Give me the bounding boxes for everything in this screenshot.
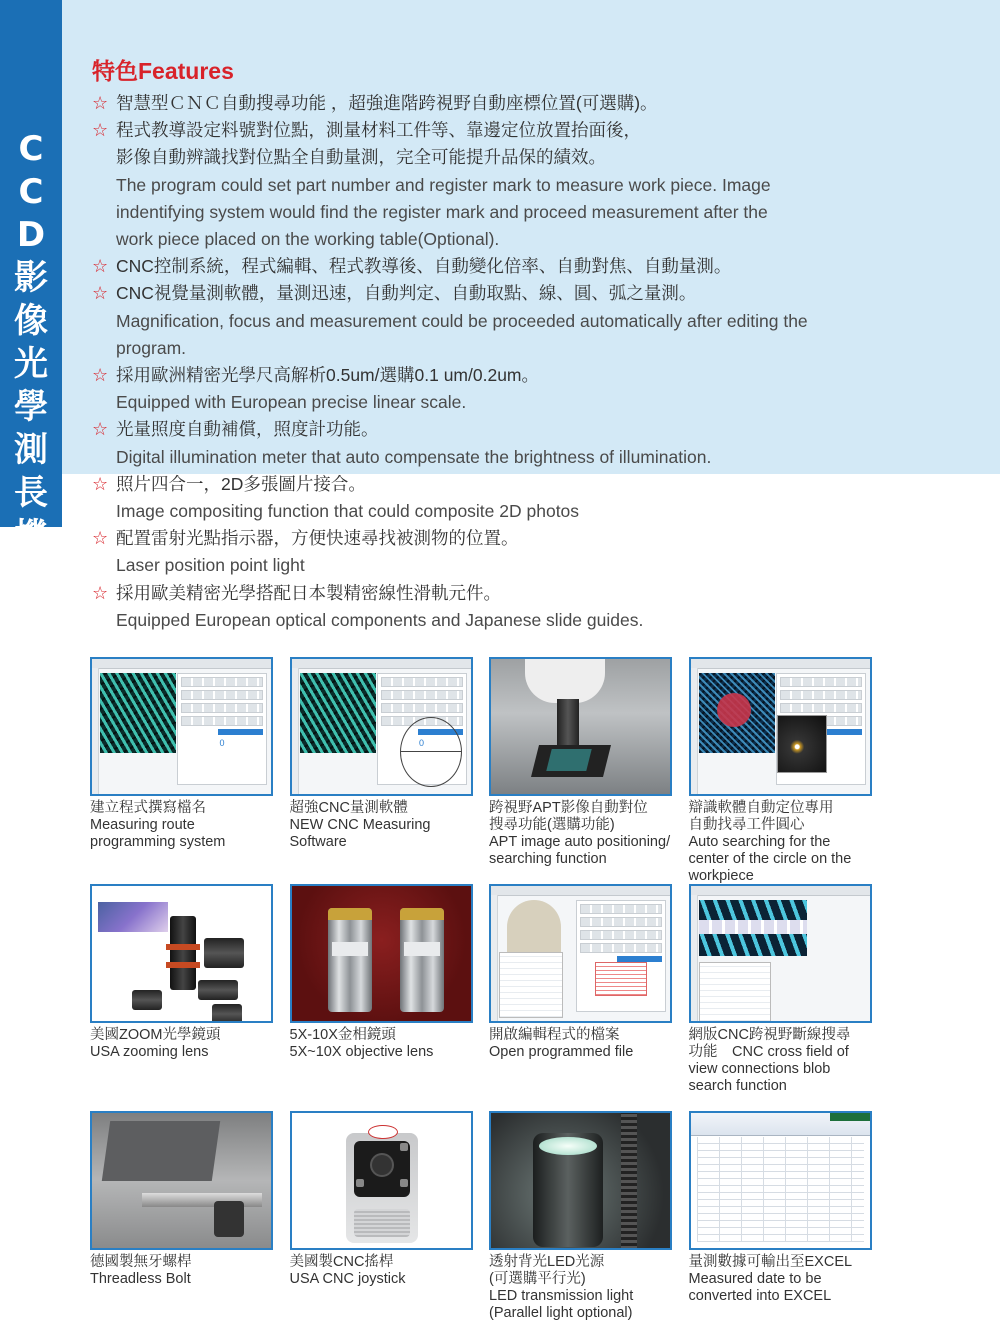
caption-line: 開啟編輯程式的檔案 <box>489 1027 620 1043</box>
caption-line: converted into EXCEL <box>688 1288 832 1304</box>
feature-line: 光量照度自動補償，照度計功能。 <box>116 419 379 440</box>
star-outline-icon: ☆ <box>92 473 109 494</box>
feature-item <box>92 471 972 525</box>
feature-line: 配置雷射光點指示器，方便快速尋找被測物的位置。 <box>116 528 519 549</box>
gallery-caption <box>90 800 273 851</box>
caption-line: workpiece <box>688 868 754 884</box>
led-light-photo <box>489 1111 672 1250</box>
caption-line: 功能 CNC cross field of <box>688 1044 849 1060</box>
caption-line: 超強CNC量測軟體 <box>289 800 408 816</box>
gallery-caption <box>290 800 473 851</box>
feature-item <box>92 580 972 634</box>
objective-lens-photo <box>290 884 473 1023</box>
gallery-item <box>90 1111 273 1288</box>
caption-line: (可選購平行光) <box>489 1271 586 1287</box>
zoom-lens-photo <box>90 884 273 1023</box>
star-outline-icon: ☆ <box>92 283 109 304</box>
feature-line: CNC控制系統，程式編輯、程式教導後、自動變化倍率、自動對焦、自動量測。 <box>116 256 732 277</box>
feature-line: 照片四合一，2D多張圖片接合。 <box>116 473 366 494</box>
excel-screenshot <box>689 1111 872 1250</box>
side-title-char: 機 <box>14 516 48 556</box>
feature-line: Laser position point light <box>116 555 305 576</box>
gallery-item <box>90 884 273 1061</box>
gallery-item <box>290 1111 473 1288</box>
caption-line: Measuring route <box>90 817 195 833</box>
gallery-caption <box>689 800 872 885</box>
side-title-char: D <box>16 215 46 255</box>
feature-line: program. <box>116 337 187 358</box>
feature-line: work piece placed on the working table(Optional). <box>116 229 500 250</box>
software-screenshot-ellipse: 0 <box>290 657 473 796</box>
gallery-caption <box>689 1254 872 1305</box>
caption-line: LED transmission light <box>489 1288 634 1304</box>
caption-line: (Parallel light optional) <box>489 1305 633 1321</box>
feature-line: 程式教導設定料號對位點，測量材料工件等、靠邊定位放置抬面後， <box>116 120 641 141</box>
software-screenshot-file <box>489 884 672 1023</box>
caption-line: 量測數據可輸出至EXCEL <box>688 1254 853 1270</box>
caption-line: 5X~10X objective lens <box>289 1044 434 1060</box>
gallery-caption <box>290 1027 473 1061</box>
side-title-char: 學 <box>14 387 48 427</box>
caption-line: 美國ZOOM光學鏡頭 <box>90 1027 221 1043</box>
caption-line: USA CNC joystick <box>289 1271 406 1287</box>
features-list <box>92 90 972 634</box>
features-section <box>92 56 972 634</box>
gallery-caption <box>489 1254 672 1322</box>
caption-line: Auto searching for the <box>688 834 831 850</box>
side-title-bar <box>0 0 62 556</box>
feature-item <box>92 416 972 470</box>
side-title-char: C <box>18 129 44 169</box>
caption-line: NEW CNC Measuring <box>289 817 431 833</box>
caption-line: 德國製無牙螺桿 <box>90 1254 192 1270</box>
caption-line: APT image auto positioning/ <box>489 834 671 850</box>
gallery-caption <box>689 1027 872 1095</box>
star-outline-icon: ☆ <box>92 120 109 141</box>
caption-line: 建立程式撰寫檔名 <box>90 800 206 816</box>
star-outline-icon: ☆ <box>92 256 109 277</box>
machine-photo <box>489 657 672 796</box>
gallery-item <box>290 657 473 851</box>
feature-line: indentifying system would find the register mark and proceed measurement after the <box>116 201 768 222</box>
side-title-char: 測 <box>14 430 48 470</box>
feature-item <box>92 280 972 362</box>
feature-line: Digital illumination meter that auto compensate the brightness of illumination. <box>116 446 712 467</box>
software-screenshot-circle <box>689 657 872 796</box>
feature-line: CNC視覺量測軟體，量測迅速，自動判定、自動取點、線、圓、弧之量測。 <box>116 283 697 304</box>
star-outline-icon: ☆ <box>92 365 109 386</box>
feature-line: 智慧型ＣＮＣ自動搜尋功能 ，超強進階跨視野自動座標位置(可選購)。 <box>116 93 658 113</box>
feature-item <box>92 117 972 253</box>
caption-line: searching function <box>489 851 607 867</box>
side-title-char: 像 <box>14 301 48 341</box>
caption-line: 跨視野APT影像自動對位 <box>489 800 648 816</box>
side-title-char: 光 <box>14 344 48 384</box>
caption-line: Measured date to be <box>688 1271 822 1287</box>
feature-item <box>92 362 972 416</box>
star-outline-icon: ☆ <box>92 582 109 603</box>
software-screenshot-blob <box>689 884 872 1023</box>
gallery-caption <box>489 800 672 868</box>
gallery-item <box>290 884 473 1061</box>
caption-line: 網版CNC跨視野斷線搜尋 <box>688 1027 851 1043</box>
gallery-caption <box>90 1027 273 1061</box>
caption-line: 透射背光LED光源 <box>489 1254 605 1270</box>
gallery-caption <box>90 1254 273 1288</box>
feature-item <box>92 253 972 280</box>
gallery-caption <box>290 1254 473 1288</box>
feature-line: Image compositing function that could composite 2D photos <box>116 501 580 522</box>
star-outline-icon: ☆ <box>92 419 109 440</box>
gallery-item <box>489 1111 672 1322</box>
side-title-char: C <box>18 172 44 212</box>
caption-line: 辯識軟體自動定位專用 <box>688 800 834 816</box>
feature-line: 採用歐美精密光學搭配日本製精密線性滑軌元件。 <box>116 582 501 603</box>
side-title-char: 影 <box>14 258 48 298</box>
feature-item <box>92 90 972 117</box>
caption-line: 美國製CNC搖桿 <box>289 1254 394 1270</box>
feature-item <box>92 525 972 579</box>
caption-line: 搜尋功能(選購功能) <box>489 817 615 833</box>
caption-line: Software <box>289 834 347 850</box>
caption-line: 5X-10X金相鏡頭 <box>289 1027 396 1043</box>
feature-line: 採用歐洲精密光學尺高解析0.5um/選購0.1 um/0.2um。 <box>116 365 539 386</box>
caption-line: USA zooming lens <box>90 1044 209 1060</box>
star-outline-icon: ☆ <box>92 93 109 113</box>
gallery-item <box>689 657 872 885</box>
caption-line: Threadless Bolt <box>90 1271 191 1287</box>
caption-line: center of the circle on the <box>688 851 852 867</box>
feature-line: Magnification, focus and measurement could be proceeded automatically after editing the <box>116 310 808 331</box>
caption-line: 自動找尋工件圓心 <box>688 817 805 833</box>
gallery-item <box>689 884 872 1095</box>
feature-line: The program could set part number and register mark to measure work piece. Image <box>116 174 771 195</box>
gallery-caption <box>489 1027 672 1061</box>
side-title-char: 長 <box>14 473 48 513</box>
caption-line: programming system <box>90 834 226 850</box>
caption-line: Open programmed file <box>489 1044 634 1060</box>
star-outline-icon: ☆ <box>92 528 109 549</box>
threadless-bolt-photo <box>90 1111 273 1250</box>
caption-line: search function <box>688 1078 787 1094</box>
gallery-item <box>90 657 273 851</box>
gallery-item <box>489 657 672 868</box>
gallery-item <box>489 884 672 1061</box>
caption-line: view connections blob <box>688 1061 831 1077</box>
feature-line: Equipped European optical components and Japanese slide guides. <box>116 609 644 630</box>
features-heading: 特色Features <box>92 58 234 84</box>
feature-line: 影像自動辨識找對位點全自動量測，完全可能提升品保的績效。 <box>116 147 606 168</box>
gallery-item <box>689 1111 872 1305</box>
joystick-photo <box>290 1111 473 1250</box>
software-screenshot-route: 0 <box>90 657 273 796</box>
feature-line: Equipped with European precise linear scale. <box>116 392 467 413</box>
